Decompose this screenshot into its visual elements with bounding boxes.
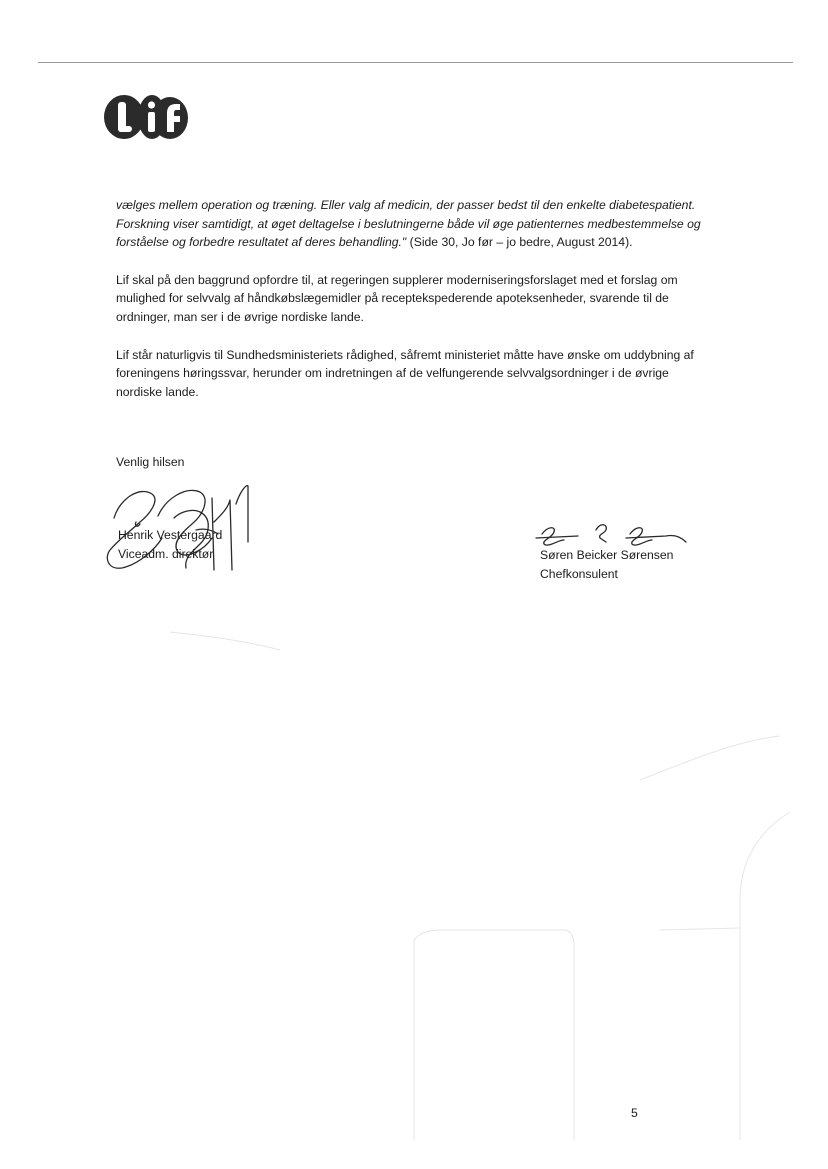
letter-body	[116, 196, 706, 420]
page-number: 5	[631, 1106, 638, 1120]
paragraph-request: Lif skal på den baggrund opfordre til, at regeringen supplerer moderniseringsforslaget med et forslag om mulighed for selvvalg af håndkøbslægemidler på receptekspederende apoteksenheder, svarende til de ordninger, man ser i de øvrige nordiske lande.	[116, 272, 678, 324]
paragraph-availability: Lif står naturligvis til Sundhedsministeriets rådighed, såfremt ministeriet måtte have ønske om uddybning af foreningens høringssvar, herunder om indretningen af de velfungerende selvvalgsordninger i de øvrige nordiske lande.	[116, 347, 694, 399]
signatory-left-title: Viceadm. direktør	[118, 547, 214, 561]
signatory-right-title: Chefkonsulent	[540, 567, 618, 581]
signatory-left-name: Henrik Vestergaard	[118, 528, 223, 542]
quote-source-text: (Side 30, Jo før – jo bedre, August 2014).	[406, 235, 633, 250]
signature-block-left	[100, 478, 270, 574]
quote-italic-text: vælges mellem operation og træning. Eller valg af medicin, der passer bedst til den enkelte diabetespatient. Forskning viser samtidigt, at øget deltagelse i beslutningerne både vil øge patienternes medbestemmelse og forståelse og forbedre resultatet af deres behandling."	[116, 198, 701, 250]
lif-logo	[104, 94, 188, 140]
closing-greeting: Venlig hilsen	[116, 455, 185, 469]
signatory-right-name: Søren Beicker Sørensen	[540, 548, 674, 562]
handwritten-signature-left	[100, 478, 270, 574]
signatory-right-text	[540, 546, 673, 584]
paragraph-quote	[116, 196, 706, 252]
header-rule	[38, 62, 793, 63]
